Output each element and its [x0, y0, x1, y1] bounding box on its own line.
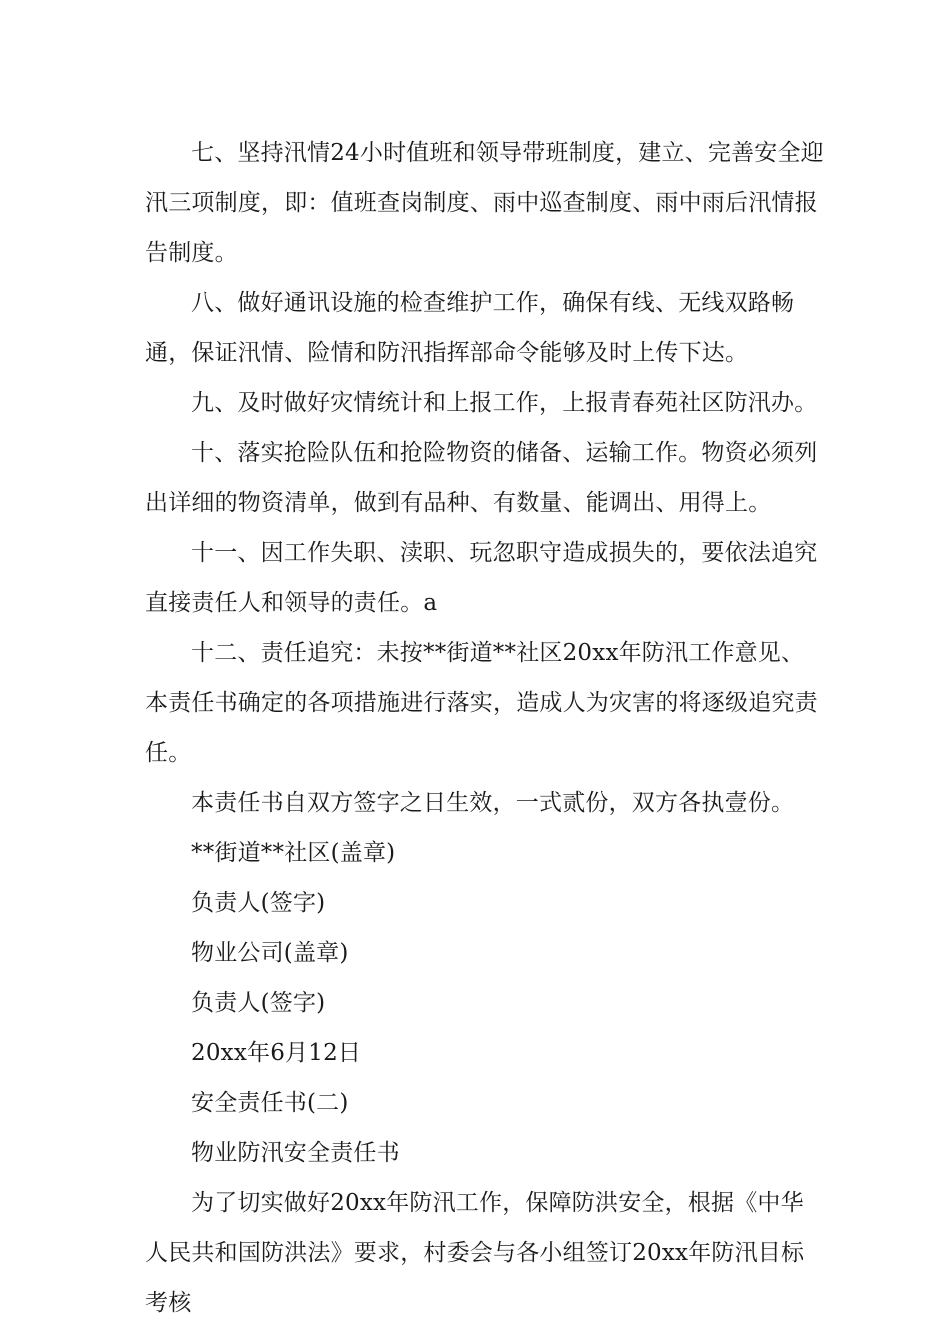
paragraph-item-11: 十一、因工作失职、渎职、玩忽职守造成损失的，要依法追究直接责任人和领导的责任。a [145, 540, 818, 616]
section-title: 安全责任书(二) [191, 1090, 349, 1116]
property-signatory-line: 负责人(签字) [191, 990, 326, 1016]
paragraph-item-7: 七、坚持汛情24小时值班和领导带班制度，建立、完善安全迎汛三项制度，即：值班查岗制度、雨中巡查制度、雨中雨后汛情报告制度。 [145, 140, 824, 266]
property-company-seal-line: 物业公司(盖章) [191, 940, 349, 966]
document-subtitle: 物业防汛安全责任书 [191, 1140, 400, 1166]
document-page [145, 128, 825, 1328]
document-date: 20xx年6月12日 [191, 1040, 362, 1066]
community-seal-line: **街道**社区(盖章) [191, 840, 396, 866]
effective-clause: 本责任书自双方签字之日生效，一式贰份，双方各执壹份。 [191, 790, 795, 816]
paragraph-item-12: 十二、责任追究：未按**街道**社区20xx年防汛工作意见、本责任书确定的各项措施进行落实，造成人为灾害的将逐级追究责任。 [145, 640, 818, 766]
community-signatory-line: 负责人(签字) [191, 890, 326, 916]
paragraph-item-9: 九、及时做好灾情统计和上报工作，上报青春苑社区防汛办。 [191, 390, 818, 416]
paragraph-item-8: 八、做好通讯设施的检查维护工作，确保有线、无线双路畅通，保证汛情、险情和防汛指挥部命令能够及时上传下达。 [145, 290, 795, 366]
intro-paragraph: 为了切实做好20xx年防汛工作，保障防洪安全，根据《中华人民共和国防洪法》要求，村委会与各小组签订20xx年防汛目标考核 [145, 1190, 805, 1316]
paragraph-item-10: 十、落实抢险队伍和抢险物资的储备、运输工作。物资必须列出详细的物资清单，做到有品种、有数量、能调出、用得上。 [145, 440, 818, 516]
